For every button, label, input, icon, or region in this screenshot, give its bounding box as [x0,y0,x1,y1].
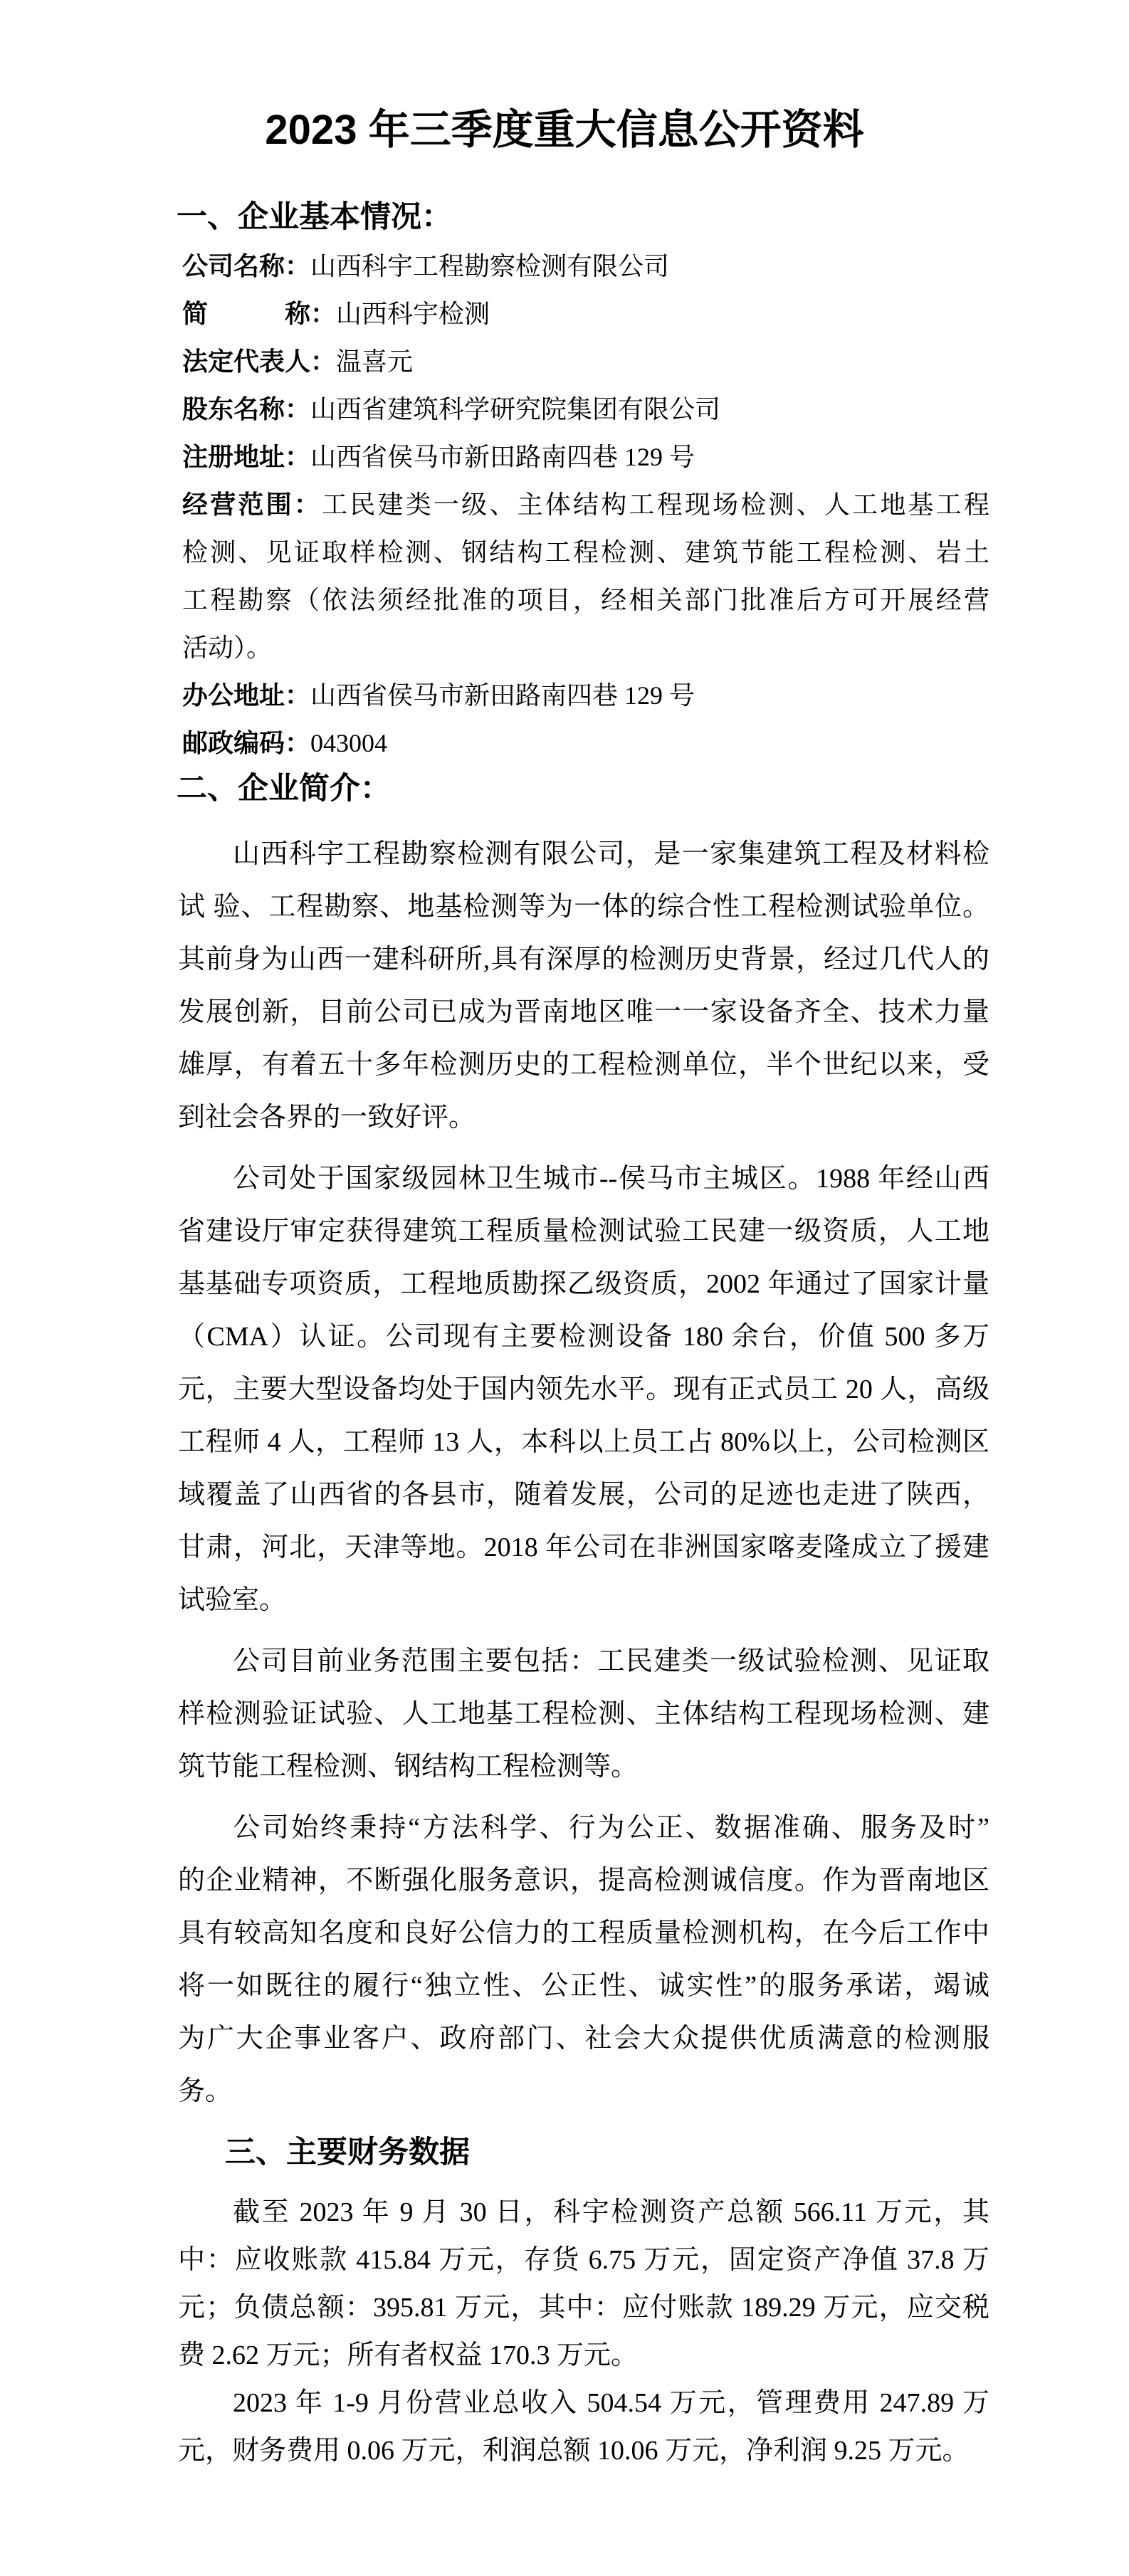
field-value: 山西省建筑科学研究院集团有限公司 [310,395,721,424]
paragraph-line: 为广大企事业客户、政府部门、社会大众提供优质满意的检测服 [178,2024,989,2054]
paragraph-line: 试 验、工程勘察、地基检测等为一体的综合性工程检测试验单位。 [178,892,989,922]
paragraph-line: 元；负债总额：395.81 万元，其中：应付账款 189.29 万元，应交税 [178,2293,989,2323]
basic-info-fields [182,243,989,481]
paragraph-line: 中：应收账款 415.84 万元，存货 6.75 万元，固定资产净值 37.8 万 [178,2245,989,2275]
field-value: 温喜元 [336,347,414,376]
field-label: 法定代表人： [182,347,337,376]
heading-profile: 二、企业简介： [177,772,391,806]
financial-paragraph-1 [178,2189,989,2380]
paragraph-line: 务。 [178,2076,233,2106]
heading-basic-info: 一、企业基本情况： [177,201,452,234]
paragraph-line: 基基础专项资质，工程地质勘探乙级资质，2002 年通过了国家计量 [178,1269,989,1299]
paragraph-line: 试验室。 [178,1585,287,1615]
paragraph-line: 其前身为山西一建科研所,具有深厚的检测历史背景，经过几代人的 [178,945,989,974]
paragraph-line: 具有较高知名度和良好公信力的工程质量检测机构，在今后工作中 [178,1918,989,1948]
field-label: 注册地址： [182,443,311,471]
field-label: 邮政编码： [182,729,311,757]
business-scope-line: 检测、见证取样检测、钢结构工程检测、建筑节能工程检测、岩土 [182,538,989,567]
field-value: 043004 [310,729,388,757]
paragraph-line: 费 2.62 万元；所有者权益 170.3 万元。 [178,2340,639,2370]
paragraph-line: 省建设厅审定获得建筑工程质量检测试验工民建一级资质，人工地 [178,1216,989,1246]
business-scope-line: 活动）。 [182,634,273,662]
basic-info-section [182,243,989,767]
info-field-row [182,290,989,338]
paragraph-line: （CMA）认证。公司现有主要检测设备 180 余台，价值 500 多万 [178,1322,989,1352]
paragraph-line: 样检测验证试验、人工地基工程检测、主体结构工程现场检测、建 [178,1699,989,1729]
info-field-row [182,720,989,767]
info-field-row [182,386,989,433]
financial-paragraph-2 [178,2380,989,2475]
business-scope-line: 工程勘察（依法须经批准的项目，经相关部门批准后方可开展经营 [182,586,989,614]
paragraph-line: 元，主要大型设备均处于国内领先水平。现有正式员工 20 人，高级 [178,1374,989,1404]
info-field-row [182,338,989,386]
field-label: 办公地址： [182,681,311,710]
paragraph-line: 公司目前业务范围主要包括：工民建类一级试验检测、见证取 [233,1646,989,1676]
info-field-row [182,672,989,720]
field-label: 简 称： [182,300,337,328]
paragraph-line: 山西科宇工程勘察检测有限公司，是一家集建筑工程及材料检 [233,839,989,869]
field-label: 股东名称： [182,395,311,424]
paragraph-line: 公司始终秉持“方法科学、行为公正、数据准确、服务及时” [233,1813,989,1843]
field-value: 山西科宇工程勘察检测有限公司 [310,252,670,280]
paragraph-line: 将一如既往的履行“独立性、公正性、诚实性”的服务承诺，竭诚 [178,1971,989,2001]
profile-paragraph-4 [178,1802,989,2118]
paragraph-line: 公司处于国家级园林卫生城市--侯马市主城区。1988 年经山西 [233,1164,989,1194]
paragraph-line: 截至 2023 年 9 月 30 日，科宇检测资产总额 566.11 万元，其 [233,2197,989,2227]
field-value: 山西科宇检测 [336,300,490,328]
paragraph-line: 甘肃，河北，天津等地。2018 年公司在非洲国家喀麦隆成立了援建 [178,1533,989,1562]
profile-paragraph-1 [178,828,989,1144]
field-value: 山西省侯马市新田路南四巷 129 号 [310,443,695,471]
paragraph-line: 域覆盖了山西省的各县市，随着发展，公司的足迹也走进了陕西， [178,1480,989,1510]
heading-financial: 三、主要财务数据 [225,2136,470,2170]
profile-section [178,828,989,2118]
field-value: 工民建类一级、主体结构工程现场检测、人工地基工程 [322,490,989,519]
info-field-row [182,433,989,481]
profile-paragraph-3 [178,1635,989,1793]
field-value: 山西省侯马市新田路南四巷 129 号 [310,681,695,710]
business-scope-row [182,481,989,529]
paragraph-line: 发展创新，目前公司已成为晋南地区唯一一家设备齐全、技术力量 [178,997,989,1027]
paragraph-line: 雄厚，有着五十多年检测历史的工程检测单位，半个世纪以来，受 [178,1050,989,1080]
paragraph-line: 2023 年 1-9 月份营业总收入 504.54 万元，管理费用 247.89 万 [233,2388,989,2418]
field-label: 经营范围： [182,490,322,519]
document-title: 2023 年三季度重大信息公开资料 [265,107,864,153]
basic-info-fields-after [182,672,989,767]
financial-section [178,2189,989,2475]
paragraph-line: 到社会各界的一致好评。 [178,1103,476,1132]
profile-paragraph-2 [178,1152,989,1626]
paragraph-line: 元，财务费用 0.06 万元，利润总额 10.06 万元，净利润 9.25 万元。 [178,2436,970,2466]
paragraph-line: 工程师 4 人，工程师 13 人，本科以上员工占 80%以上，公司检测区 [178,1427,989,1457]
field-label: 公司名称： [182,252,311,280]
paragraph-line: 筑节能工程检测、钢结构工程检测等。 [178,1752,639,1782]
paragraph-line: 的企业精神，不断强化服务意识，提高检测诚信度。作为晋南地区 [178,1866,989,1896]
info-field-row [182,243,989,290]
